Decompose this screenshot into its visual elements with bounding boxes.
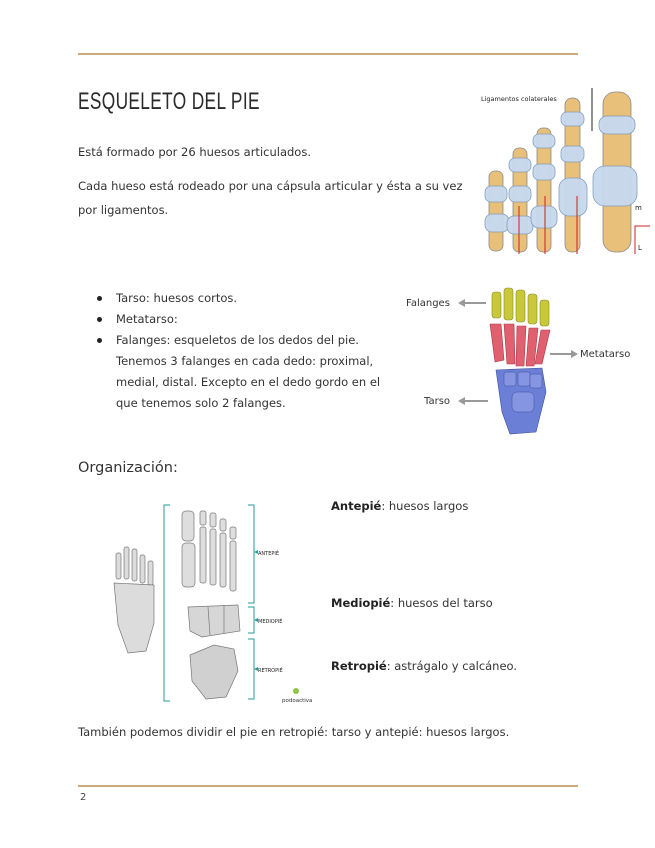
top-rule [78, 53, 578, 55]
brand-logo: podoactiva [282, 698, 313, 704]
page-number: 2 [80, 792, 87, 803]
ligaments-illustration [475, 86, 650, 254]
intro-paragraph-1: Está formado por 26 huesos articulados. [78, 145, 311, 159]
ligaments-label: Ligamentos colaterales [481, 95, 557, 103]
bone-groups-diagram [400, 282, 640, 437]
list-item: Falanges: esqueletos de los dedos del pie. Tenemos 3 falanges en cada dedo: proximal, medial, distal. Excepto en el dedo gordo en el que tenemos solo 2 falanges. [97, 330, 397, 414]
intro-paragraph-2: Cada hueso está rodeado por una cápsula articular y ésta a su vez por ligamentos. [78, 179, 463, 217]
falanges-label: Falanges [406, 298, 450, 309]
bone-list [97, 288, 397, 414]
metatarso-label: Metatarso [580, 349, 631, 360]
region-antepie: Antepié: huesos largos [331, 499, 469, 513]
region-retropie: Retropié: astrágalo y calcáneo. [331, 659, 518, 673]
mediopie-tag: MEDIOPIÉ [258, 619, 283, 625]
bottom-rule [78, 785, 578, 787]
list-item: Tarso: huesos cortos. [97, 288, 397, 309]
foot-regions-diagram [108, 495, 318, 705]
retropie-tag: RETROPIÉ [258, 668, 283, 674]
region-mediopie: Mediopié: huesos del tarso [331, 596, 493, 610]
section-heading: Organización: [78, 460, 178, 476]
side-label-m: m [635, 204, 642, 212]
page-title: ESQUELETO DEL PIE [78, 88, 260, 115]
tarso-label: Tarso [424, 396, 451, 407]
closing-paragraph: También podemos dividir el pie en retropié: tarso y antepié: huesos largos. [78, 725, 510, 739]
list-item: Metatarso: [97, 309, 397, 330]
antepie-tag: ANTEPIÉ [258, 551, 280, 557]
side-label-l: L [638, 244, 642, 252]
